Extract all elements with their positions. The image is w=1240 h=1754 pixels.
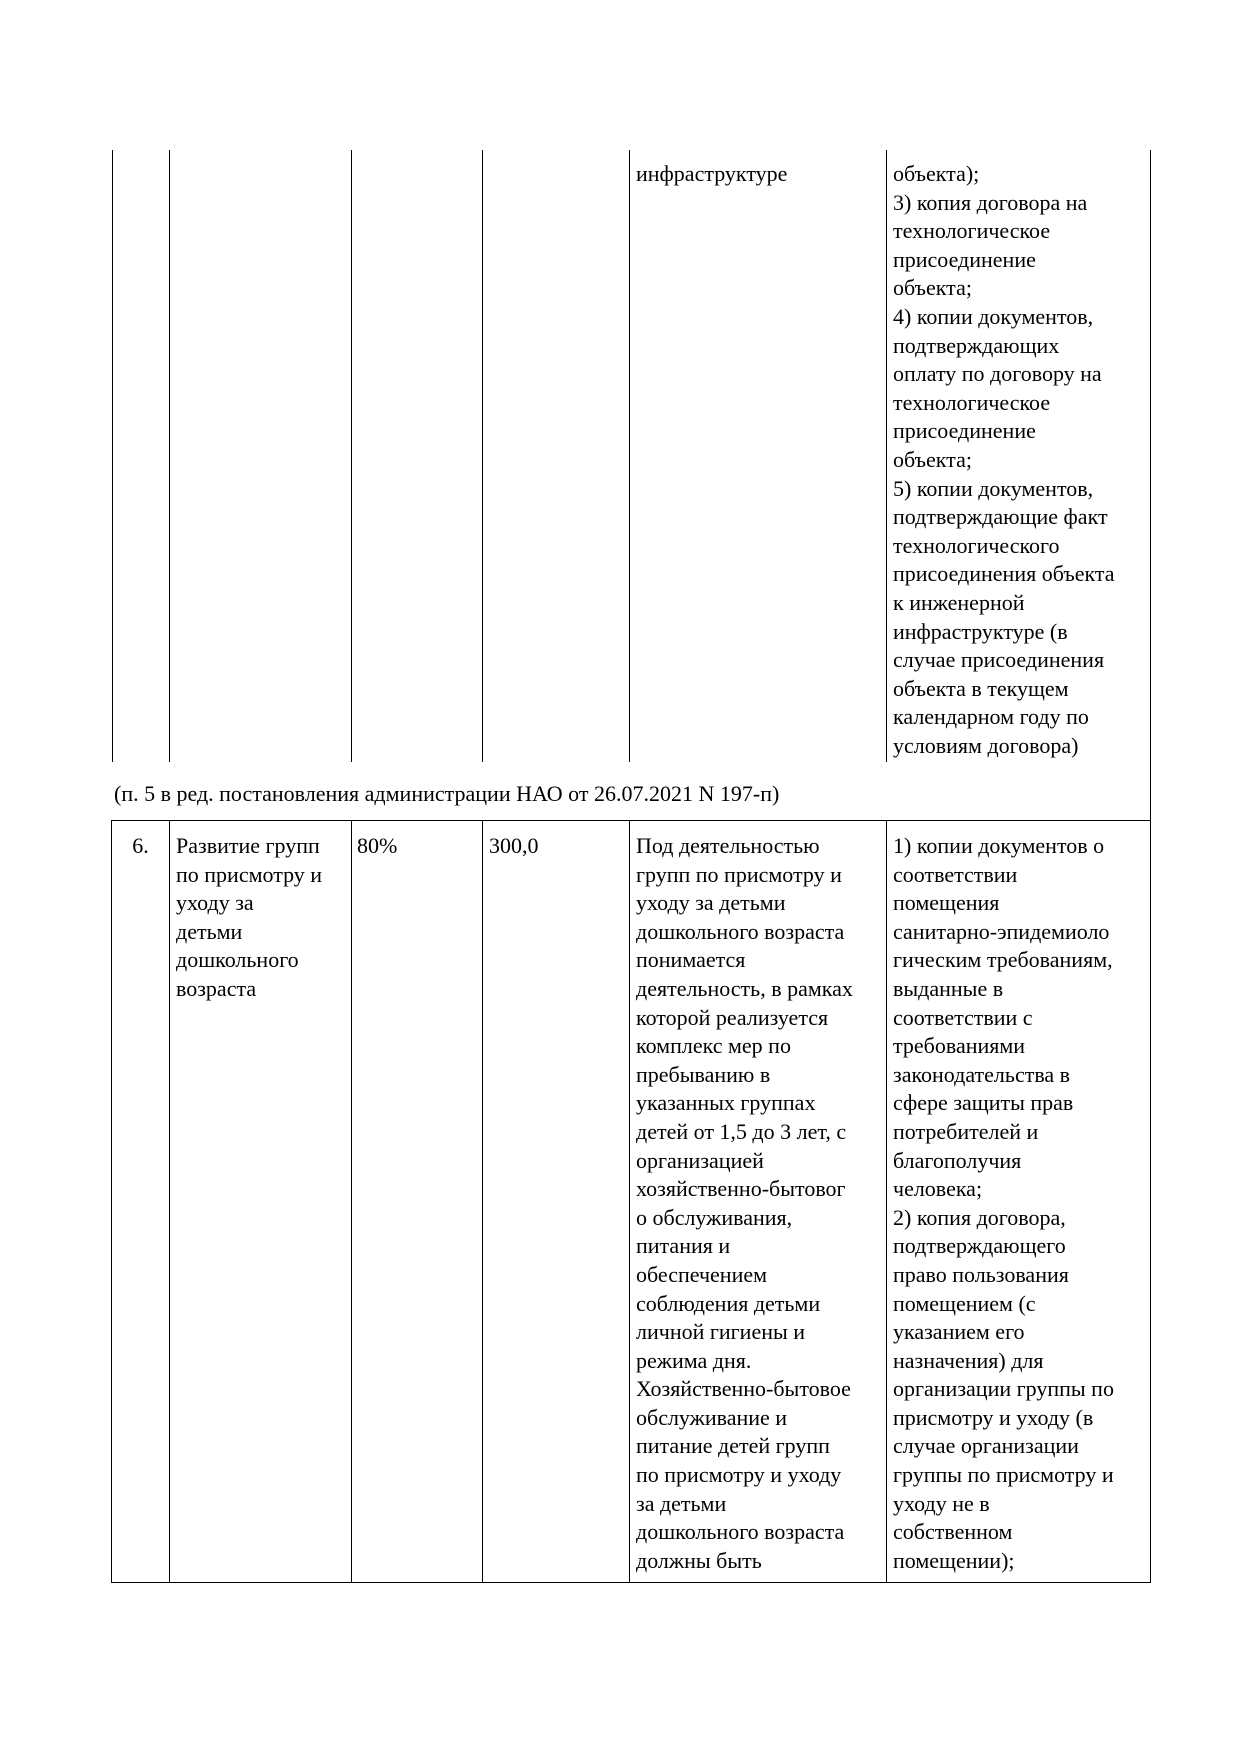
row6-number: 6. [132, 833, 149, 858]
row6-bottom-border [111, 1582, 1151, 1583]
row5-documents-tail: объекта); 3) копия договора на технологическое присоединение объекта; 4) копии документов, подтверждающих оплату по договору на технологическое присоединение объекта; 5) копии документов, подтверждающие факт технологического присоединения объекта к инженерной инфраструктуре (в случае присоединения объекта в текущем календарном году по условиям договора) [893, 161, 1115, 758]
row6-amount: 300,0 [489, 833, 539, 858]
row5-divider-3 [351, 150, 352, 762]
row6-divider-4 [629, 820, 630, 1583]
amendment-note: (п. 5 в ред. постановления администрации НАО от 26.07.2021 N 197-п) [114, 781, 780, 806]
row5-divider-5 [629, 150, 630, 762]
row5-criterion-tail: инфраструктуре [636, 161, 788, 186]
row6-top-border [111, 820, 1151, 821]
row5-divider-1 [112, 150, 113, 762]
row6-description: Под деятельностью групп по присмотру и уходу за детьми дошкольного возраста понимается деятельность, в рамках которой реализуется комплекс мер по пребыванию в указанных группах детей от 1,5 до 3 лет, с организацией хозяйственно-бытовог о обслуживания, питания и обеспечением соблюдения детьми личной гигиены и режима дня. Хозяйственно-бытовое обслуживание и питание детей групп по присмотру и уходу за детьми дошкольного возраста должны быть [636, 833, 853, 1573]
row6-divider-2 [351, 820, 352, 1583]
row6-divider-1 [169, 820, 170, 1583]
row6-divider-5 [886, 820, 887, 1583]
table-border-left [111, 820, 112, 1583]
row5-divider-6 [886, 150, 887, 762]
table-border-right-top [1150, 150, 1151, 820]
row6-name: Развитие групп по присмотру и уходу за детьми дошкольного возраста [176, 833, 323, 1001]
row5-divider-2 [169, 150, 170, 762]
row5-divider-4 [482, 150, 483, 762]
row6-divider-3 [482, 820, 483, 1583]
row6-percent: 80% [357, 833, 398, 858]
table-border-right [1150, 820, 1151, 1583]
row6-documents: 1) копии документов о соответствии помещения санитарно-эпидемиоло гическим требованиям, выданные в соответствии с требованиями законодательства в сфере защиты прав потребителей и благополучия человека; 2) копия договора, подтверждающего право пользования помещением (с указанием его назначения) для организации группы по присмотру и уходу (в случае организации группы по присмотру и уходу не в собственном помещении); [893, 833, 1114, 1573]
